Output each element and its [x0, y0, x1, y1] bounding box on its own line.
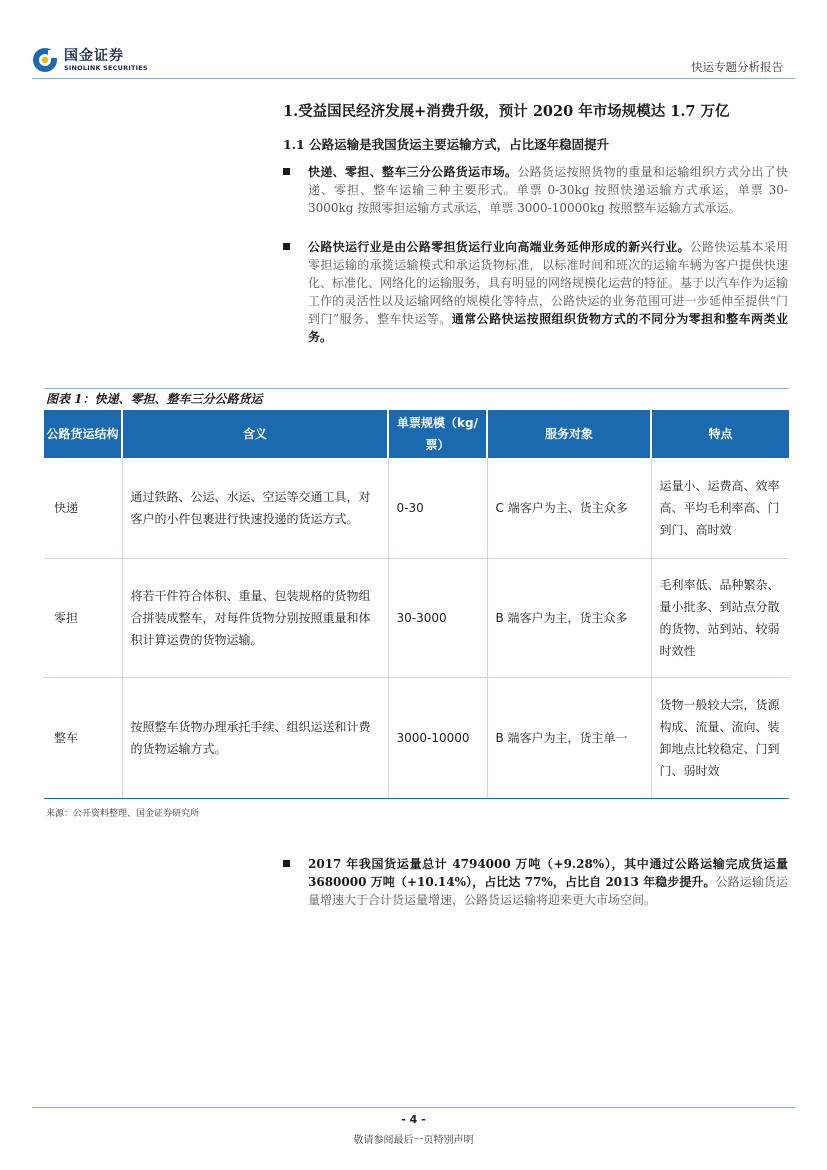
table-row: [44, 678, 789, 799]
report-title: 快运专题分析报告: [691, 60, 783, 74]
cell-type: 快递: [44, 458, 122, 559]
table-source: 来源：公开资料整理、国金证券研究所: [46, 809, 200, 819]
column-header: 公路货运结构: [44, 410, 122, 458]
sinolink-logo-icon: [32, 47, 58, 73]
cell-features: 运量小、运费高、效率高、平均毛利率高、门到门、高时效: [651, 458, 789, 559]
bullet-paragraph: [283, 163, 788, 217]
bullet-text: 公路货运按照货物的重量和运输组织方式分出了快递、零担、整车运输三种主要形式。单票 0-30kg 按照快递运输方式承运，单票 30-3000kg 按照零担运输方式承运，单票 3000-10000kg 按照整车运输方式承运。: [308, 165, 788, 215]
bullet-paragraph: [283, 855, 788, 909]
table-caption: 图表 1：快递、零担、整车三分公路货运: [46, 392, 263, 406]
column-header: 含义: [122, 410, 388, 458]
page-number: - 4 -: [401, 1113, 426, 1126]
column-header: 特点: [651, 410, 789, 458]
cell-target: B 端客户为主，货主众多: [487, 559, 651, 678]
table-row: [44, 458, 789, 559]
column-header: 单票规模（kg/票）: [388, 410, 487, 458]
cell-scale: 0-30: [388, 458, 487, 559]
cell-scale: 30-3000: [388, 559, 487, 678]
cell-meaning: 将若干件符合体积、重量、包装规格的货物组合拼装成整车，对每件货物分别按照重量和体积计算运费的货物运输。: [122, 559, 388, 678]
caption-divider: [44, 388, 789, 389]
column-header: 服务对象: [487, 410, 651, 458]
table-header-row: [44, 410, 789, 458]
bullet-text: 公路快运基本采用零担运输的承揽运输模式和承运货物标准，以标准时间和班次的运输车辆为客户提供快速化、标准化、网络化的运输服务，具有明显的网络规模化运营的特征。基于以汽车作为运输工作的灵活性以及运输网络的规模化等特点，公路快运的业务范围可进一步延伸至提供“门到门”服务、整车快运等。: [308, 240, 789, 326]
cell-type: 零担: [44, 559, 122, 678]
cell-type: 整车: [44, 678, 122, 799]
bullet-square-icon: [283, 243, 290, 250]
header-divider: [32, 78, 795, 79]
disclaimer-link: 敬请参阅最后一页特别声明: [353, 1135, 474, 1146]
section-heading: 1.受益国民经济发展+消费升级，预计 2020 年市场规模达 1.7 万亿: [283, 103, 730, 120]
bullet-conclusion: 通常公路快运按照组织货物方式的不同分为零担和整车两类业务。: [308, 312, 788, 344]
table-row: [44, 559, 789, 678]
bullet-lead: 公路快运行业是由公路零担货运行业向高端业务延伸形成的新兴行业。: [308, 240, 690, 254]
cell-meaning: 通过铁路、公运、水运、空运等交通工具，对客户的小件包裹进行快速投递的货运方式。: [122, 458, 388, 559]
company-logo: [32, 47, 148, 73]
cell-features: 毛利率低、品种繁杂、量小批多、到站点分散的货物、站到站、较弱时效性: [651, 559, 789, 678]
bullet-square-icon: [283, 168, 290, 175]
cell-target: B 端客户为主，货主单一: [487, 678, 651, 799]
bullet-paragraph: [283, 238, 788, 346]
cell-features: 货物一般较大宗，货源构成、流量、流向、装卸地点比较稳定、门到门、弱时效: [651, 678, 789, 799]
logo-chinese-name: 国金证券: [64, 47, 124, 64]
bullet-text: 公路运输货运量增速大于合计货运量增速，公路货运运输将迎来更大市场空间。: [308, 875, 788, 907]
freight-structure-table: [44, 410, 789, 799]
logo-english-name: SINOLINK SECURITIES: [64, 63, 148, 72]
cell-scale: 3000-10000: [388, 678, 487, 799]
page-header: [0, 0, 827, 80]
cell-meaning: 按照整车货物办理承托手续、组织运送和计费的货物运输方式。: [122, 678, 388, 799]
footer-divider: [32, 1107, 795, 1108]
cell-target: C 端客户为主、货主众多: [487, 458, 651, 559]
bullet-lead: 快递、零担、整车三分公路货运市场。: [308, 165, 518, 179]
bullet-square-icon: [283, 860, 290, 867]
subsection-heading: 1.1 公路运输是我国货运主要运输方式，占比逐年稳固提升: [283, 137, 610, 152]
bullet-lead: 2017 年我国货运量总计 4794000 万吨（+9.28%），其中通过公路运输完成货运量 3680000 万吨（+10.14%），占比达 77%，占比自 2013 年稳步提升。: [308, 857, 788, 889]
